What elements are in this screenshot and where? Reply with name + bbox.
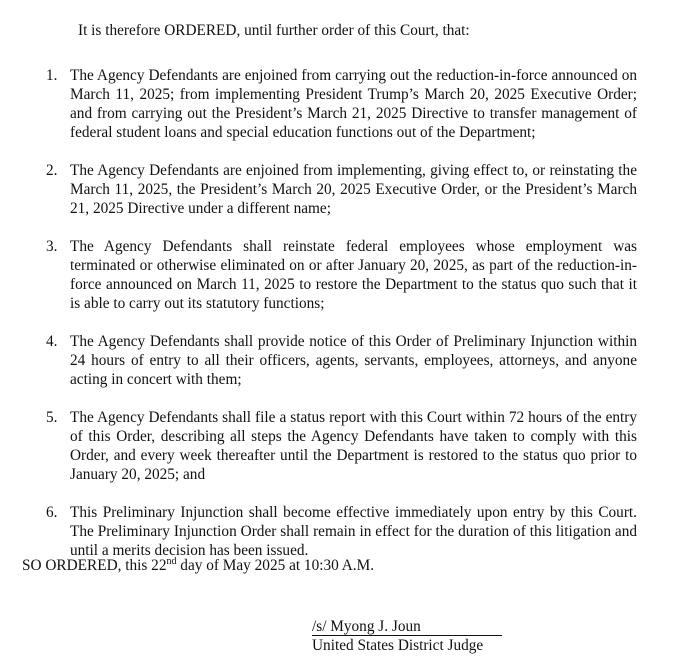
order-item-1 bbox=[0, 66, 637, 142]
order-item-3 bbox=[0, 237, 637, 313]
order-intro: It is therefore ORDERED, until further order of this Court, that: bbox=[78, 22, 470, 39]
so-ordered-line bbox=[22, 556, 374, 575]
order-item-number: 2. bbox=[46, 162, 58, 179]
signature-block bbox=[312, 618, 502, 655]
order-item-4 bbox=[0, 332, 637, 389]
order-item-5 bbox=[0, 408, 637, 484]
order-item-text: The Agency Defendants shall file a status report with this Court within 72 hours of the entry of this Order, describing all steps the Agency Defendants have taken to comply with this Order, and every week thereafter until the Department is restored to the status quo prior to January 20, 2025; and bbox=[70, 409, 637, 483]
so-ordered-prefix: SO ORDERED, this 22 bbox=[22, 557, 167, 574]
order-item-text: This Preliminary Injunction shall become effective immediately upon entry by this Court. The Preliminary Injunction Order shall remain in effect for the duration of this litigation and until a merits decision has been issued. bbox=[70, 504, 637, 559]
order-item-2 bbox=[0, 161, 637, 218]
order-item-text: The Agency Defendants shall reinstate federal employees whose employment was terminated or otherwise eliminated on or after January 20, 2025, as part of the reduction-in-force announced on March 11, 2025 to restore the Department to the status quo such that it is able to carry out its statutory functions; bbox=[70, 238, 637, 312]
order-item-number: 6. bbox=[46, 504, 58, 521]
so-ordered-suffix: day of May 2025 at 10:30 A.M. bbox=[176, 557, 375, 574]
order-list bbox=[0, 66, 695, 579]
order-item-text: The Agency Defendants are enjoined from implementing, giving effect to, or reinstating the March 11, 2025, the President’s March 20, 2025 Executive Order, or the President’s March 21, 2025 Directive under a different name; bbox=[70, 162, 637, 217]
order-item-6 bbox=[0, 503, 637, 560]
order-item-number: 3. bbox=[46, 238, 58, 255]
order-item-text: The Agency Defendants shall provide notice of this Order of Preliminary Injunction within 24 hours of entry to all their officers, agents, servants, employees, attorneys, and anyone acting in concert with them; bbox=[70, 333, 637, 388]
order-item-number: 4. bbox=[46, 333, 58, 350]
order-item-text: The Agency Defendants are enjoined from carrying out the reduction-in-force announced on March 11, 2025; from implementing President Trump’s March 20, 2025 Executive Order; and from carrying out the President’s March 21, 2025 Directive to transfer management of federal student loans and special education functions out of the Department; bbox=[70, 67, 637, 141]
order-item-number: 1. bbox=[46, 67, 58, 84]
order-item-number: 5. bbox=[46, 409, 58, 426]
judge-signature: /s/ Myong J. Joun bbox=[312, 618, 502, 636]
date-ordinal-suffix: nd bbox=[166, 555, 177, 567]
judge-title: United States District Judge bbox=[312, 637, 484, 654]
